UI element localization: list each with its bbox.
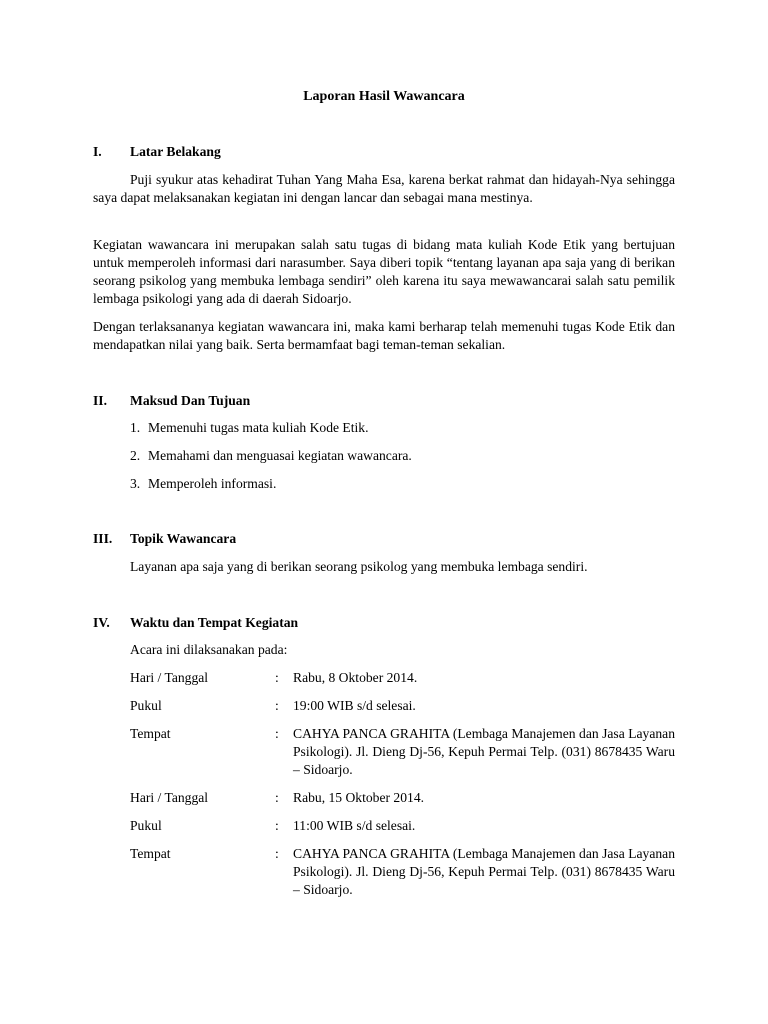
section-3-title: Topik Wawancara — [130, 531, 237, 546]
schedule-colon: : — [275, 698, 279, 713]
list-item — [130, 419, 368, 437]
section-4-title: Waktu dan Tempat Kegiatan — [130, 615, 299, 630]
section-3-number: III. — [93, 531, 113, 546]
schedule-value: 11:00 WIB s/d selesai. — [293, 818, 416, 833]
schedule-colon: : — [275, 790, 279, 805]
list-item-number: 3. — [130, 476, 141, 491]
section-2-number: II. — [93, 393, 107, 408]
list-item-text: Memahami dan menguasai kegiatan wawancara. — [148, 448, 412, 463]
schedule-value: CAHYA PANCA GRAHITA (Lembaga Manajemen dan Jasa Layanan Psikologi). Jl. Dieng Dj-56, Kepuh Permai Telp. (031) 8678435 Waru – Sidoarjo. — [293, 846, 675, 897]
schedule-label: Hari / Tanggal — [130, 670, 209, 685]
schedule-value: Rabu, 8 Oktober 2014. — [293, 670, 418, 685]
list-item — [130, 447, 412, 465]
document-title: Laporan Hasil Wawancara — [303, 89, 465, 104]
section-3-text: Layanan apa saja yang di berikan seorang psikolog yang membuka lembaga sendiri. — [130, 559, 588, 574]
schedule-colon: : — [275, 846, 279, 861]
schedule-value: 19:00 WIB s/d selesai. — [293, 698, 416, 713]
list-item-number: 1. — [130, 420, 141, 435]
list-item — [130, 475, 276, 493]
schedule-colon: : — [275, 726, 279, 741]
list-item-text: Memperoleh informasi. — [148, 476, 277, 491]
schedule-label: Tempat — [130, 846, 171, 861]
schedule-label: Tempat — [130, 726, 171, 741]
section-1-paragraph-1: Puji syukur atas kehadirat Tuhan Yang Maha Esa, karena berkat rahmat dan hidayah-Nya sehingga saya dapat melaksanakan kegiatan ini dengan lancar dan sebagai mana mestinya. — [93, 172, 675, 205]
section-1-title: Latar Belakang — [130, 144, 221, 159]
list-item-text: Memenuhi tugas mata kuliah Kode Etik. — [148, 420, 369, 435]
section-4-intro: Acara ini dilaksanakan pada: — [130, 642, 288, 657]
schedule-value: Rabu, 15 Oktober 2014. — [293, 790, 425, 805]
section-1-paragraph-3: Dengan terlaksananya kegiatan wawancara ini, maka kami berharap telah memenuhi tugas Kode Etik dan mendapatkan nilai yang baik. Serta bermamfaat bagi teman-teman sekalian. — [93, 319, 675, 352]
section-4-number: IV. — [93, 615, 110, 630]
section-1-paragraph-2: Kegiatan wawancara ini merupakan salah satu tugas di bidang mata kuliah Kode Etik yang bertujuan untuk memperoleh informasi dari narasumber. Saya diberi topik “tentang layanan apa saja yang di berikan seorang psikolog yang membuka lembaga sendiri” oleh karena itu saya mewawancarai salah satu pemilik lembaga psikologi yang ada di daerah Sidoarjo. — [93, 237, 675, 306]
schedule-colon: : — [275, 818, 279, 833]
section-2-title: Maksud Dan Tujuan — [130, 393, 251, 408]
schedule-label: Pukul — [130, 698, 162, 713]
schedule-label: Pukul — [130, 818, 162, 833]
schedule-label: Hari / Tanggal — [130, 790, 209, 805]
section-1-number: I. — [93, 144, 102, 159]
schedule-colon: : — [275, 670, 279, 685]
schedule-value: CAHYA PANCA GRAHITA (Lembaga Manajemen dan Jasa Layanan Psikologi). Jl. Dieng Dj-56, Kepuh Permai Telp. (031) 8678435 Waru – Sidoarjo. — [293, 726, 675, 777]
list-item-number: 2. — [130, 448, 141, 463]
